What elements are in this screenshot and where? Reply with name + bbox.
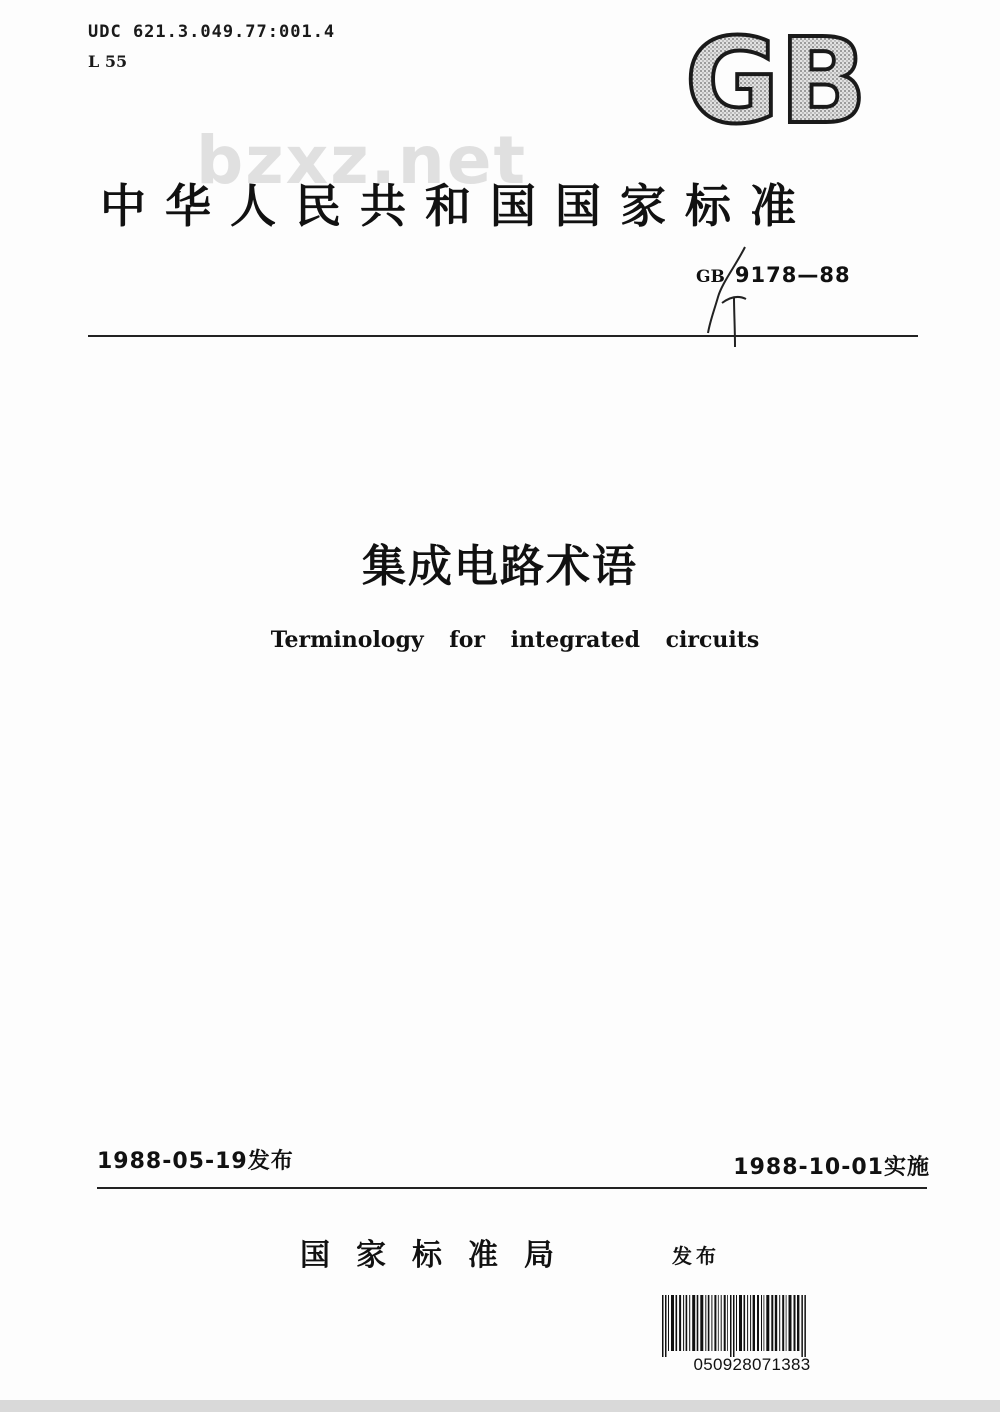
barcode-bar — [686, 1295, 688, 1351]
document-subtitle: Terminology for integrated circuits — [270, 627, 760, 653]
barcode-bar — [789, 1295, 792, 1351]
barcode-bar — [692, 1295, 695, 1351]
publisher-name: 国家标准局 — [300, 1238, 580, 1273]
classification-code: L 55 — [88, 52, 128, 71]
barcode-bar — [705, 1295, 706, 1351]
barcode-bar — [757, 1295, 759, 1351]
barcode-bar — [779, 1295, 780, 1351]
barcode-bar — [794, 1295, 796, 1351]
barcode-bar — [662, 1295, 664, 1357]
barcode-bar — [775, 1295, 777, 1351]
barcode-bar — [718, 1295, 719, 1351]
gb-logo-text: GB — [685, 30, 867, 134]
document-title: 集成电路术语 — [362, 541, 638, 592]
barcode-bar — [761, 1295, 762, 1351]
scan-edge — [0, 1400, 1000, 1412]
barcode-bar — [739, 1295, 742, 1351]
barcode-bar — [676, 1295, 678, 1351]
barcode-bar — [736, 1295, 737, 1351]
barcode-bar — [708, 1295, 710, 1351]
barcode-bar — [714, 1295, 716, 1351]
barcode-bar — [689, 1295, 690, 1351]
barcode-bar — [700, 1295, 703, 1351]
barcode-bar — [764, 1295, 765, 1351]
barcode-bar — [804, 1295, 806, 1357]
barcode-bar — [683, 1295, 684, 1351]
barcode-bar — [786, 1295, 787, 1351]
barcode-bar — [766, 1295, 769, 1351]
barcode-bar — [668, 1295, 669, 1351]
barcode-bar — [724, 1295, 726, 1351]
barcode-bar — [665, 1295, 667, 1357]
barcode-bar — [747, 1295, 748, 1351]
barcode-bar — [679, 1295, 681, 1351]
watermark: bzxz.net — [196, 122, 528, 199]
barcode-bar — [750, 1295, 751, 1351]
udc-code: UDC 621.3.049.77:001.4 — [88, 22, 336, 42]
standard-number-value: 9178—88 — [734, 263, 851, 287]
barcode-bar — [744, 1295, 746, 1351]
issue-date: 1988-05-19发布 — [97, 1149, 294, 1174]
standard-number-prefix: GB — [696, 267, 725, 287]
gb-logo — [680, 30, 872, 134]
barcode-bar — [753, 1295, 755, 1351]
footer-rule — [97, 1187, 927, 1189]
implementation-date: 1988-10-01实施 — [733, 1155, 930, 1180]
barcode-bar — [771, 1295, 773, 1351]
national-standard-title: 中华人民共和国国家标准 — [100, 179, 815, 233]
header-rule — [88, 335, 918, 337]
barcode-bar — [721, 1295, 722, 1351]
barcode-bar — [782, 1295, 784, 1351]
publisher-suffix: 发布 — [672, 1244, 720, 1268]
barcode-bar — [727, 1295, 728, 1351]
barcode-bar — [671, 1295, 674, 1351]
barcode-bar — [797, 1295, 799, 1351]
barcode-bar — [730, 1295, 732, 1357]
barcode-bar — [733, 1295, 735, 1357]
barcode-bar — [697, 1295, 699, 1351]
barcode-bar — [801, 1295, 803, 1357]
barcode — [660, 1295, 844, 1357]
barcode-bar — [711, 1295, 712, 1351]
barcode-number: 050928071383 — [693, 1355, 811, 1374]
